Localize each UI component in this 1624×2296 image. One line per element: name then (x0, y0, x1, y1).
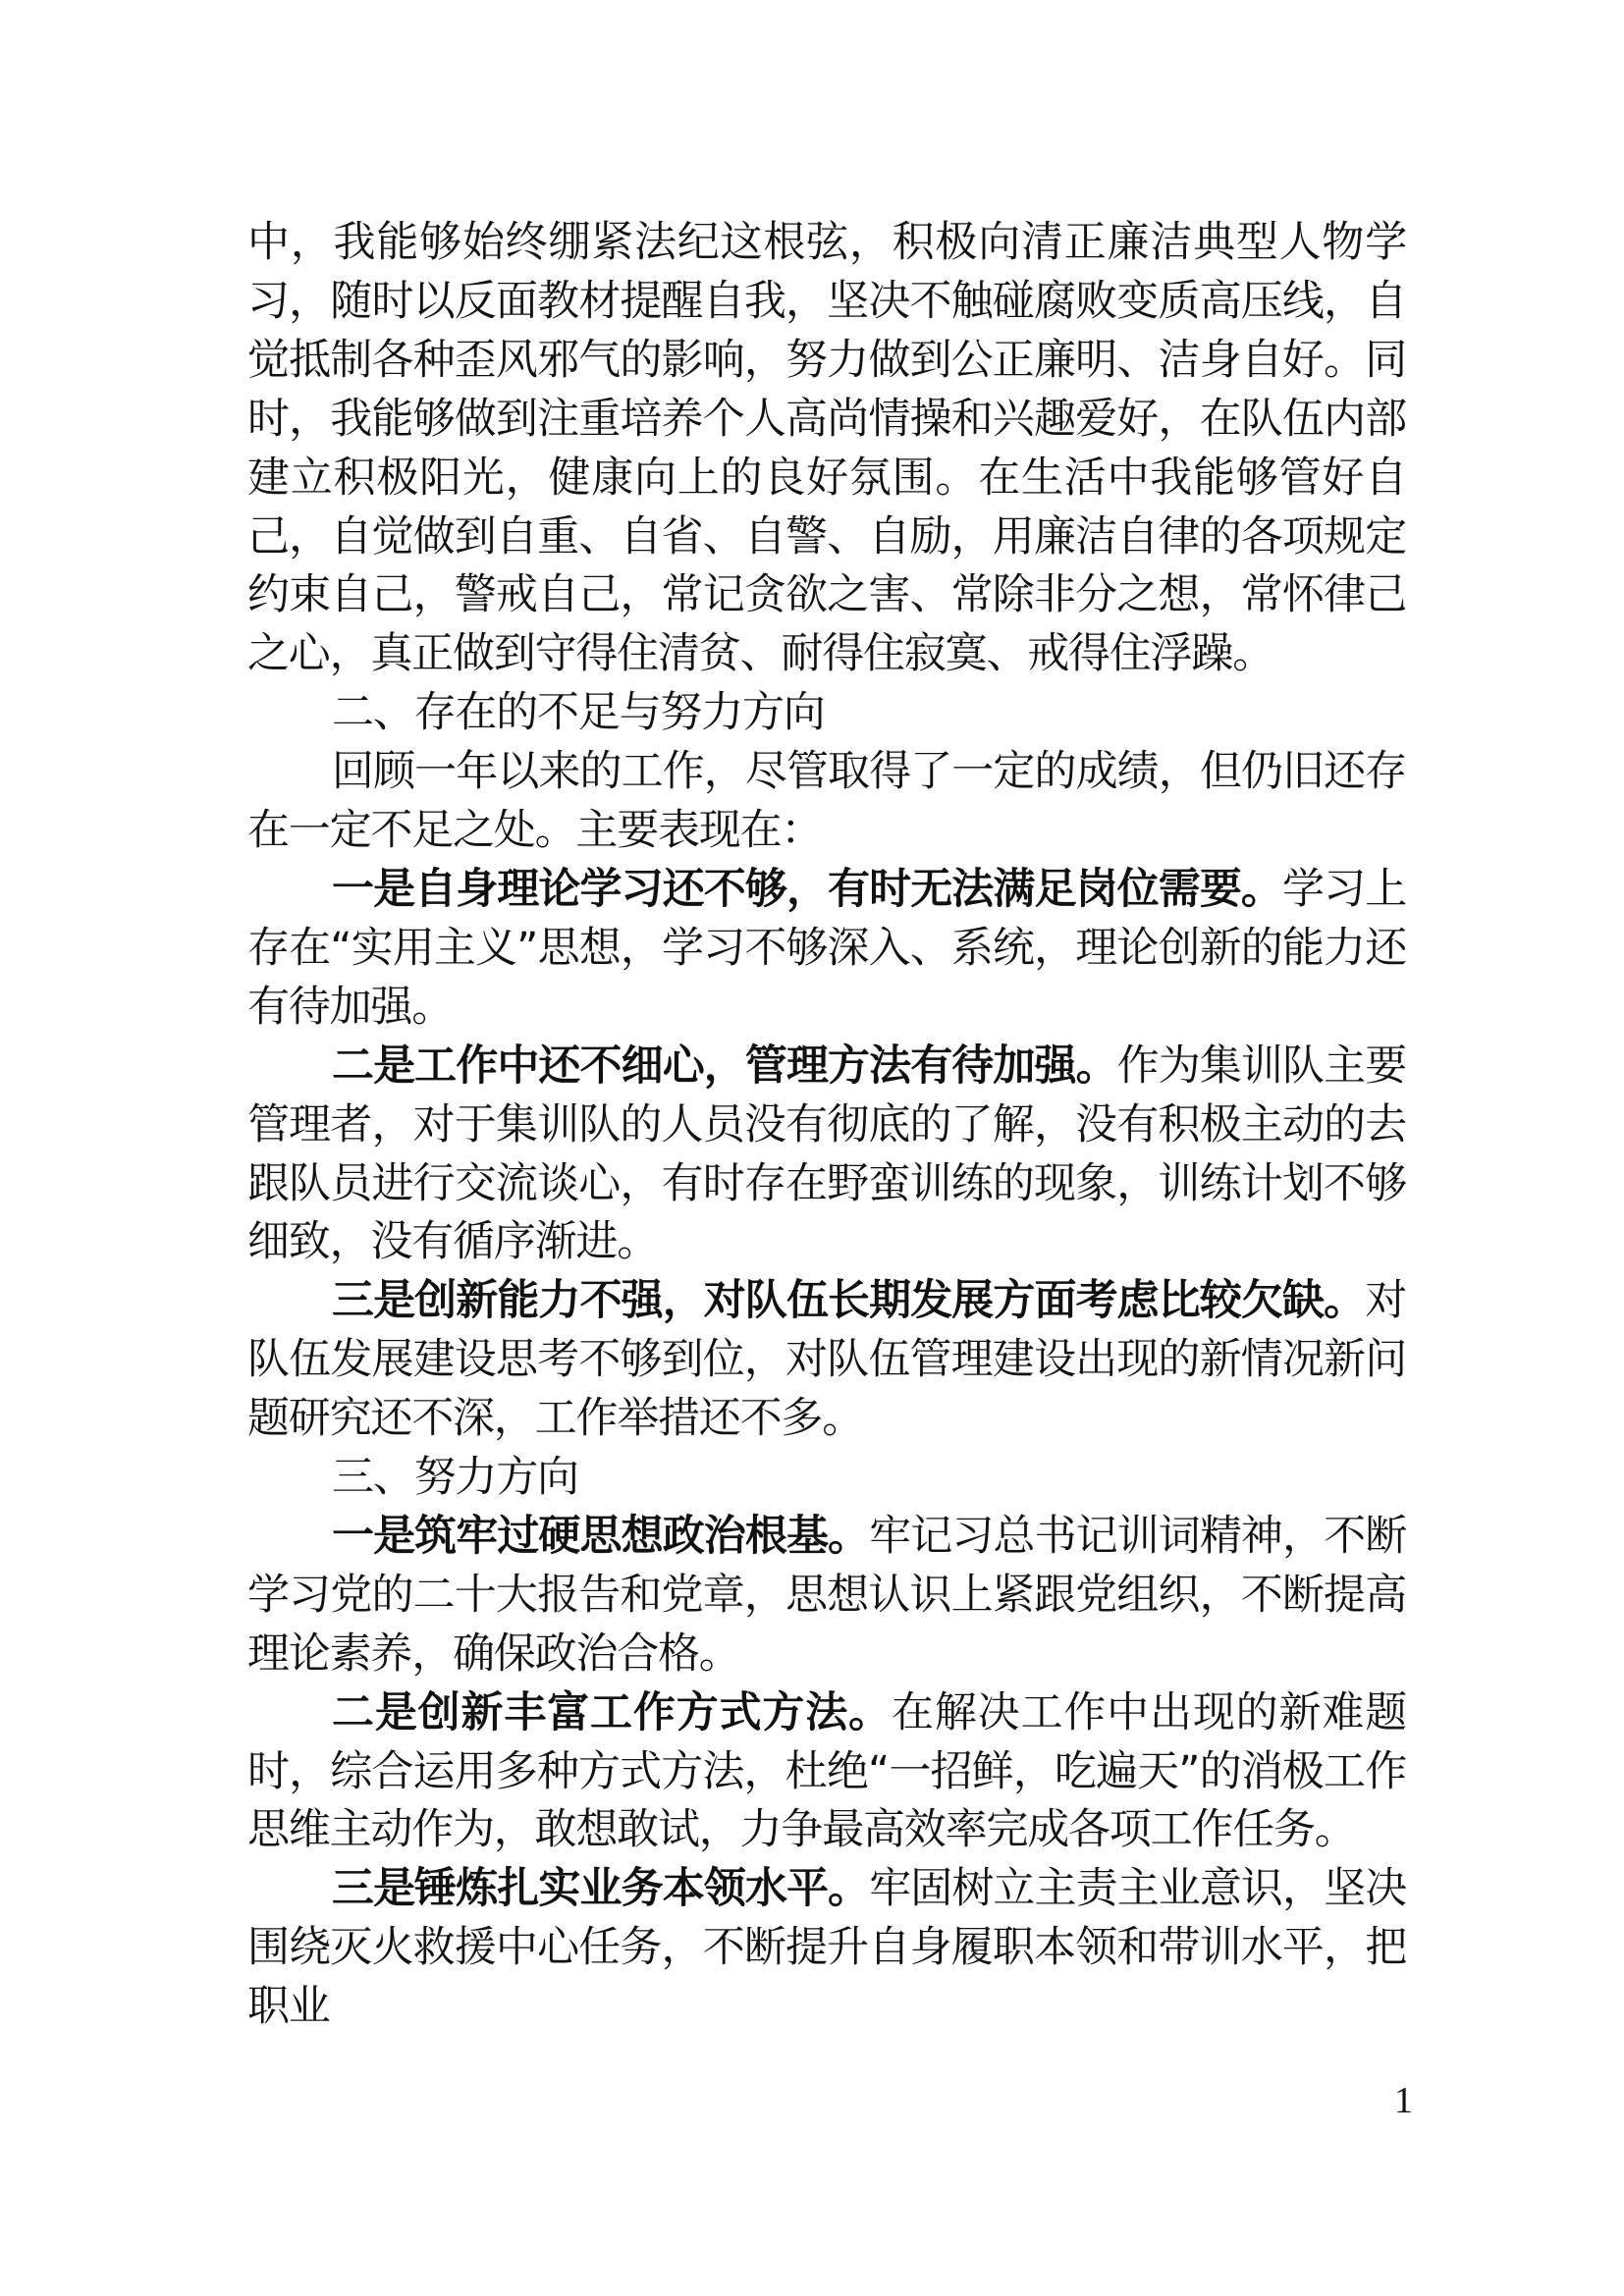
paragraph-review (247, 743, 1406, 861)
page-number: 1 (1394, 2080, 1413, 2121)
document-body (247, 214, 1406, 2037)
paragraph-shortcoming-3 (247, 1272, 1406, 1449)
paragraph-lead: 二是创新丰富工作方式方法。 (332, 1687, 892, 1737)
paragraph-direction-1 (247, 1508, 1406, 1684)
paragraph-shortcoming-1 (247, 861, 1406, 1038)
paragraph-lead: 三是锤炼扎实业务本领水平。 (332, 1864, 870, 1914)
paragraph-text: 作为集训队主要管理者，对于集训队的人员没有彻底的了解，没有积极主动的去跟队员进行交流谈心，有时存在野蛮训练的现象，训练计划不够细致，没有循序渐进。 (247, 1041, 1406, 1267)
heading-text: 三、努力方向 (332, 1453, 578, 1503)
paragraph-text: 牢记习总书记训词精神，不断学习党的二十大报告和党章，思想认识上紧跟党组织，不断提高理论素养，确保政治合格。 (247, 1511, 1406, 1679)
paragraph-text: 在解决工作中出现的新难题时，综合运用多种方式方法，杜绝“一招鲜，吃遍天”的消极工作思维主动作为，敢想敢试，力争最高效率完成各项工作任务。 (247, 1687, 1406, 1855)
paragraph-lead: 三是创新能力不强，对队伍长期发展方面考虑比较欠缺。 (332, 1276, 1366, 1326)
section-heading-direction (247, 1449, 1406, 1508)
section-heading-shortcomings (247, 684, 1406, 743)
paragraph-integrity (247, 214, 1406, 684)
paragraph-text: 学习上存在“实用主义”思想，学习不够深入、系统，理论创新的能力还有待加强。 (247, 864, 1406, 1032)
paragraph-direction-3 (247, 1860, 1406, 2037)
paragraph-lead: 一是筑牢过硬思想政治根基。 (332, 1511, 870, 1561)
paragraph-text: 牢固树立主责主业意识，坚决围绕灭火救援中心任务，不断提升自身履职本领和带训水平，把职业 (247, 1864, 1406, 2032)
paragraph-shortcoming-2 (247, 1038, 1406, 1273)
paragraph-text: 中，我能够始终绷紧法纪这根弦，积极向清正廉洁典型人物学习，随时以反面教材提醒自我，坚决不触碰腐败变质高压线，自觉抵制各种歪风邪气的影响，努力做到公正廉明、洁身自好。同时，我能够做到注重培养个人高尚情操和兴趣爱好，在队伍内部建立积极阳光，健康向上的良好氛围。在生活中我能够管好自己，自觉做到自重、自省、自警、自励，用廉洁自律的各项规定约束自己，警戒自己，常记贪欲之害、常除非分之想，常怀律己之心，真正做到守得住清贫、耐得住寂寞、戒得住浮躁。 (247, 218, 1406, 679)
paragraph-text: 回顾一年以来的工作，尽管取得了一定的成绩，但仍旧还存在一定不足之处。主要表现在： (247, 747, 1406, 856)
paragraph-lead: 二是工作中还不细心，管理方法有待加强。 (332, 1041, 1117, 1091)
paragraph-text: 对队伍发展建设思考不够到位，对队伍管理建设出现的新情况新问题研究还不深，工作举措还不多。 (247, 1276, 1406, 1444)
paragraph-lead: 一是自身理论学习还不够，有时无法满足岗位需要。 (332, 864, 1283, 914)
paragraph-direction-2 (247, 1684, 1406, 1861)
heading-text: 二、存在的不足与努力方向 (332, 688, 825, 738)
